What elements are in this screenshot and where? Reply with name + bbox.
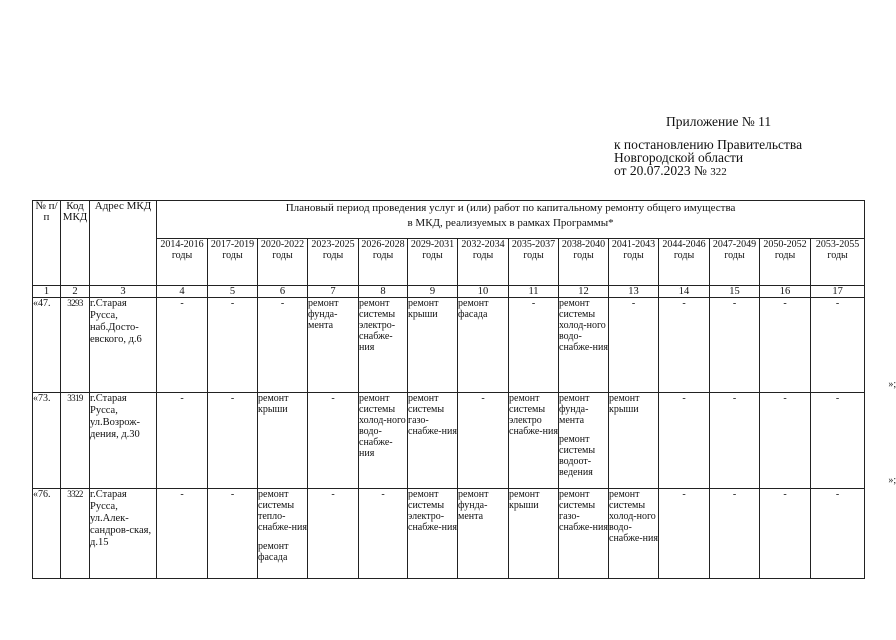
- row-closing-quote: »;: [888, 379, 896, 390]
- work-item: ремонт крыши: [609, 393, 640, 415]
- col-header-num: № п/п: [33, 201, 61, 286]
- decree-line-2: Новгородской области: [614, 150, 744, 165]
- work-item: ремонт системы холод-ного водо-снабже-ния: [609, 489, 658, 544]
- period-header: 2038-2040 годы: [559, 239, 609, 286]
- work-cell: [710, 393, 760, 489]
- work-cell: [509, 489, 559, 579]
- row-number: «73.: [33, 393, 61, 489]
- table-row: [33, 393, 865, 489]
- work-cell: [760, 489, 811, 579]
- building-code: 3322: [61, 489, 90, 579]
- work-cell: [208, 298, 258, 393]
- no-work-dash: -: [631, 298, 636, 309]
- no-work-dash: -: [783, 489, 787, 500]
- period-header: 2041-2043 годы: [609, 239, 659, 286]
- work-item: ремонт крыши: [258, 393, 289, 415]
- column-number: 8: [359, 286, 408, 298]
- column-number: 4: [157, 286, 208, 298]
- work-cell: [157, 298, 208, 393]
- column-number: 3: [90, 286, 157, 298]
- no-work-dash: -: [180, 489, 184, 500]
- no-work-dash: -: [230, 298, 235, 309]
- period-header: 2050-2052 годы: [760, 239, 811, 286]
- work-item: ремонт системы электро-снабже-ния: [408, 489, 457, 533]
- work-cell: [811, 298, 896, 393]
- column-number: 7: [308, 286, 359, 298]
- work-cell: [359, 393, 408, 489]
- building-address: г.Старая Русса, ул.Алек-сандров-ская, д.15: [90, 489, 157, 579]
- no-work-dash: -: [732, 298, 737, 309]
- no-work-dash: -: [783, 393, 787, 404]
- period-header: 2044-2046 годы: [659, 239, 710, 286]
- work-cell: [659, 489, 710, 579]
- period-header: 2026-2028 годы: [359, 239, 408, 286]
- work-item: ремонт системы водоот-ведения: [559, 434, 596, 478]
- work-cell: [659, 298, 710, 393]
- no-work-dash: -: [682, 489, 686, 500]
- period-header: 2029-2031 годы: [408, 239, 458, 286]
- work-cell: [811, 393, 896, 489]
- row-number: «76.: [33, 489, 61, 579]
- work-cell: [659, 393, 710, 489]
- table-title: [157, 201, 865, 239]
- no-work-dash: -: [331, 393, 335, 404]
- column-number: 10: [458, 286, 509, 298]
- no-work-dash: -: [732, 393, 737, 404]
- work-cell: [710, 489, 760, 579]
- work-cell: [308, 393, 359, 489]
- work-cell: [408, 393, 458, 489]
- period-header: 2053-2055 годы: [811, 239, 865, 286]
- repair-schedule-table: [32, 200, 896, 579]
- period-header: 2017-2019 годы: [208, 239, 258, 286]
- work-cell: [458, 298, 509, 393]
- column-number: 15: [710, 286, 760, 298]
- column-number: 14: [659, 286, 710, 298]
- no-work-dash: -: [230, 393, 235, 404]
- table-title-line-1: Плановый период проведения услуг и (или) работ по капитальному ремонту общего имущества: [285, 202, 736, 214]
- work-cell: [258, 393, 308, 489]
- work-cell: [760, 393, 811, 489]
- no-work-dash: -: [531, 298, 536, 309]
- work-cell: [811, 489, 865, 579]
- work-cell: [509, 298, 559, 393]
- work-cell: [559, 393, 609, 489]
- period-header: 2032-2034 годы: [458, 239, 509, 286]
- work-cell: [359, 489, 408, 579]
- col-header-code: Код МКД: [61, 201, 90, 286]
- work-item: ремонт фунда-мента: [458, 489, 489, 522]
- row-number: «47.: [33, 298, 61, 393]
- work-item: ремонт системы газо-снабже-ния: [559, 489, 608, 533]
- work-cell: [258, 298, 308, 393]
- building-code: 3293: [61, 298, 90, 393]
- no-work-dash: -: [180, 393, 184, 404]
- period-header: 2035-2037 годы: [509, 239, 559, 286]
- column-number: 11: [509, 286, 559, 298]
- no-work-dash: -: [381, 489, 385, 500]
- work-cell: [710, 298, 760, 393]
- column-number: 16: [760, 286, 811, 298]
- decree-date: от 20.07.2023 №: [614, 163, 711, 178]
- document-header: [614, 115, 802, 179]
- work-cell: [609, 298, 659, 393]
- work-cell: [609, 393, 659, 489]
- no-work-dash: -: [682, 393, 686, 404]
- work-item: ремонт системы холод-ного водо-снабже-ния: [559, 298, 608, 353]
- no-work-dash: -: [481, 393, 485, 404]
- work-cell: [208, 489, 258, 579]
- decree-line-1: к постановлению Правительства: [614, 137, 803, 152]
- appendix-title: Приложение № 11: [666, 114, 772, 129]
- column-number: 2: [61, 286, 90, 298]
- no-work-dash: -: [280, 298, 285, 309]
- no-work-dash: -: [835, 489, 840, 500]
- no-work-dash: -: [732, 489, 737, 500]
- table-title-line-2: в МКД, реализуемых в рамках Программы*: [407, 217, 614, 229]
- work-cell: [359, 298, 408, 393]
- work-cell: [308, 298, 359, 393]
- table-row: [33, 489, 865, 579]
- no-work-dash: -: [835, 298, 840, 309]
- work-item: ремонт фасада: [458, 298, 489, 320]
- work-item: ремонт фасада: [258, 541, 289, 563]
- col-header-address: Адрес МКД: [90, 201, 157, 286]
- work-item: ремонт крыши: [509, 489, 540, 511]
- no-work-dash: -: [783, 298, 787, 309]
- work-cell: [609, 489, 659, 579]
- building-code: 3319: [61, 393, 90, 489]
- column-number: 12: [559, 286, 609, 298]
- no-work-dash: -: [331, 489, 335, 500]
- work-item: ремонт системы электро снабже-ния: [509, 393, 558, 437]
- work-cell: [308, 489, 359, 579]
- column-number: 17: [811, 286, 865, 298]
- no-work-dash: -: [682, 298, 686, 309]
- column-number: 13: [609, 286, 659, 298]
- work-item: ремонт фунда-мента: [308, 298, 339, 331]
- work-cell: [408, 298, 458, 393]
- work-item: ремонт системы газо-снабже-ния: [408, 393, 457, 437]
- table-row: [33, 298, 865, 393]
- work-cell: [408, 489, 458, 579]
- column-number: 9: [408, 286, 458, 298]
- work-item: ремонт крыши: [408, 298, 439, 320]
- work-item: ремонт системы тепло-снабже-ния: [258, 489, 307, 533]
- work-cell: [157, 393, 208, 489]
- period-header: 2047-2049 годы: [710, 239, 760, 286]
- work-item: ремонт системы холод-ного водо-снабже-ния: [359, 393, 406, 459]
- work-cell: [760, 298, 811, 393]
- column-number: 6: [258, 286, 308, 298]
- work-cell: [559, 489, 609, 579]
- work-cell: [509, 393, 559, 489]
- work-cell: [458, 393, 509, 489]
- no-work-dash: -: [835, 393, 840, 404]
- work-cell: [208, 393, 258, 489]
- work-cell: [559, 298, 609, 393]
- work-cell: [458, 489, 509, 579]
- column-number: 1: [33, 286, 61, 298]
- column-number: 5: [208, 286, 258, 298]
- period-header: 2020-2022 годы: [258, 239, 308, 286]
- work-cell: [157, 489, 208, 579]
- work-cell: [258, 489, 308, 579]
- period-header: 2023-2025 годы: [308, 239, 359, 286]
- decree-line-3: [614, 164, 802, 179]
- building-address: г.Старая Русса, ул.Возрож-дения, д.30: [90, 393, 157, 489]
- period-header: 2014-2016 годы: [157, 239, 208, 286]
- building-address: г.Старая Русса, наб.Досто-евского, д.6: [90, 298, 157, 393]
- no-work-dash: -: [180, 298, 184, 309]
- decree-number: 322: [710, 166, 727, 178]
- row-closing-quote: »;: [888, 475, 896, 486]
- work-item: ремонт фунда-мента: [559, 393, 590, 426]
- work-item: ремонт системы электро-снабже-ния: [359, 298, 396, 353]
- no-work-dash: -: [230, 489, 235, 500]
